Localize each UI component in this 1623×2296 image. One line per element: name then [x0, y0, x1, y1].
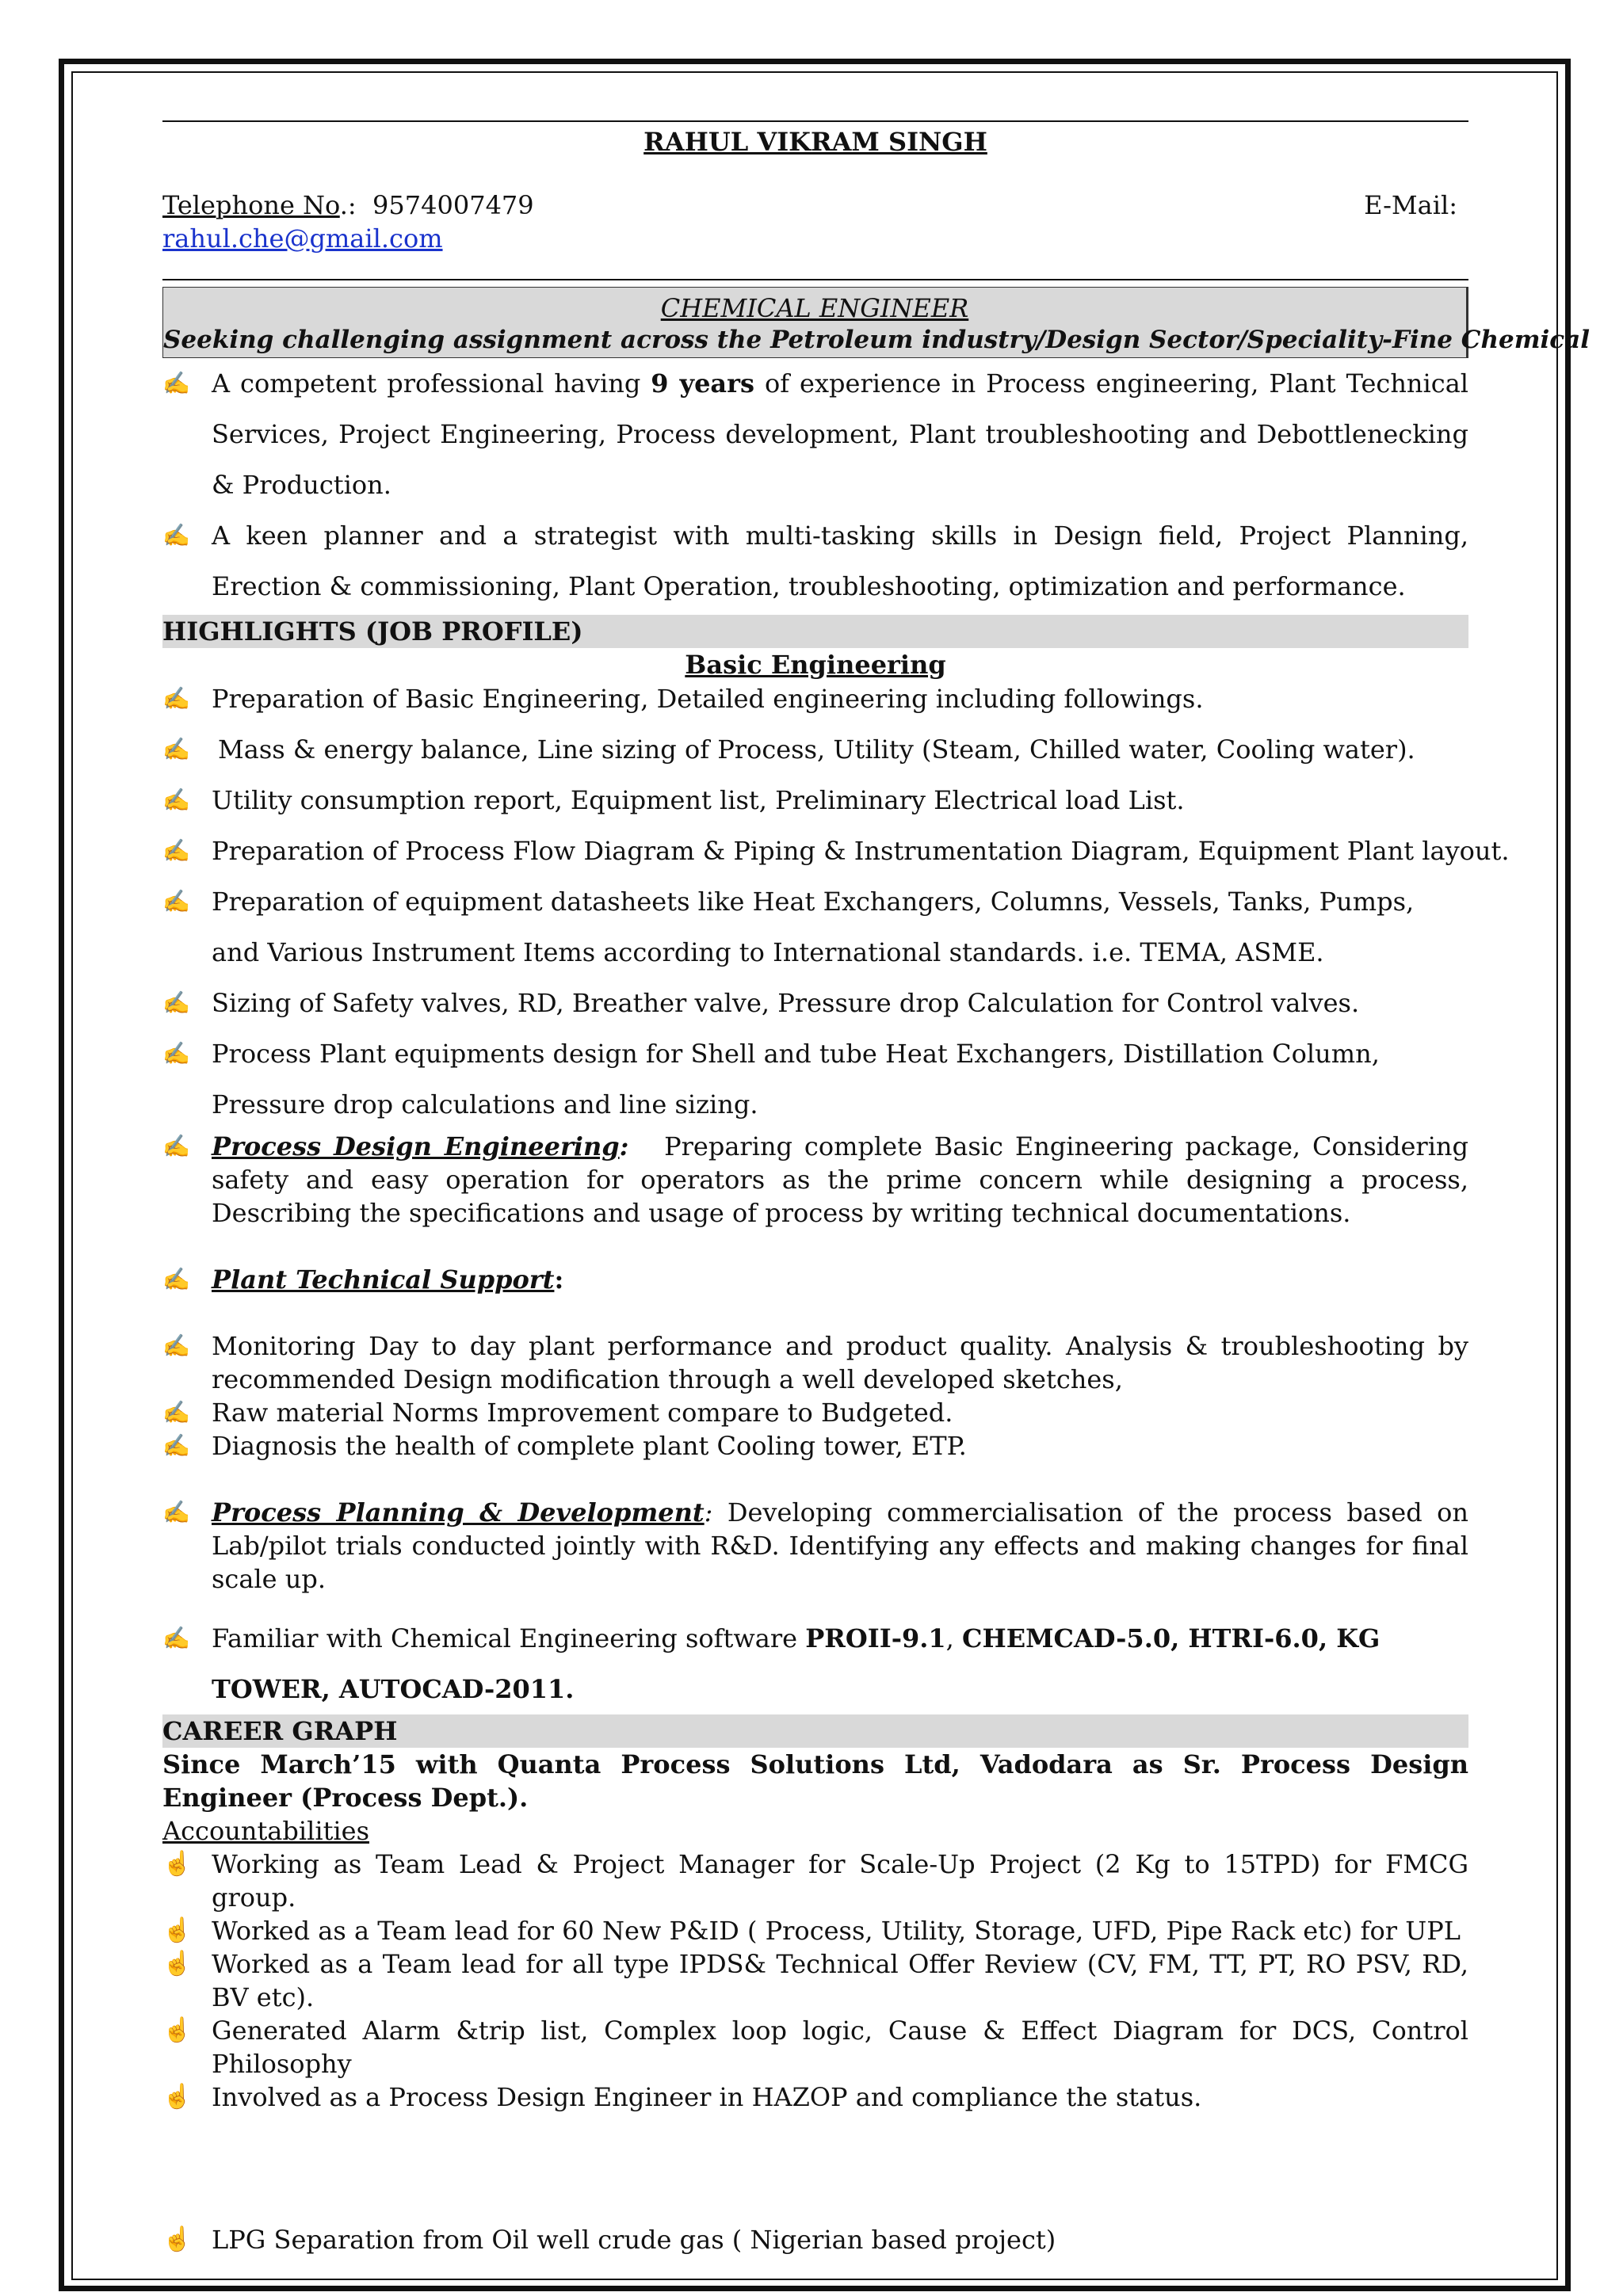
writing-hand-icon: ✍ — [162, 1040, 190, 1066]
accountability-item: ☝ Working as Team Lead & Project Manager for Scale-Up Project (2 Kg to 15TPD) for FMCG group. — [162, 1849, 1468, 1913]
last-accountability — [162, 2223, 1468, 2256]
pointing-hand-icon: ☝ — [162, 1950, 193, 1978]
writing-hand-icon: ✍ — [162, 1133, 190, 1159]
process-planning-text: Developing commercialisation of the process based on Lab/pilot trials conducted jointly with R&D. Identifying any effects and making changes for final scale up. — [212, 1497, 1469, 1594]
summary-text: of experience in Process engineering, Plant Technical Services, Project Engineering, Process development, Plant troubleshooting and Debottlenecking & Production. — [212, 368, 1469, 500]
accountability-item: ☝ LPG Separation from Oil well crude gas ( Nigerian based project) — [162, 2225, 1056, 2255]
process-design-label: Process Design Engineering — [212, 1131, 620, 1161]
candidate-name: RAHUL VIKRAM SINGH — [643, 127, 987, 157]
telephone-block — [162, 189, 534, 222]
objective: Seeking challenging assignment across the Petroleum industry/Design Sector/Speciality-Fine Chemical — [163, 326, 1591, 354]
summary-item — [162, 510, 1468, 612]
process-planning-label: Process Planning & Development — [212, 1497, 705, 1527]
pointing-hand-icon: ☝ — [162, 1850, 193, 1878]
accountability-item: ☝ Involved as a Process Design Engineer in HAZOP and compliance the status. — [162, 2082, 1202, 2112]
writing-hand-icon: ✍ — [162, 736, 190, 762]
list-item-process-design: ✍ Process Design Engineering: Preparing complete Basic Engineering package, Considering safety and easy operation for operators as the prime concern while designing a process, Describing the specifications and usage of process by writing technical documentations. — [162, 1131, 1469, 1228]
writing-hand-icon: ✍ — [162, 787, 190, 813]
writing-hand-icon: ✍ — [162, 1399, 190, 1425]
writing-hand-icon: ✍ — [162, 1333, 190, 1359]
list-item: ✍ Mass & energy balance, Line sizing of Process, Utility (Steam, Chilled water, Cooling water). — [162, 724, 1468, 775]
accountability-item: ☝ Worked as a Team lead for 60 New P&ID ( Process, Utility, Storage, UFD, Pipe Rack etc) for UPL — [162, 1916, 1461, 1946]
resume-content — [162, 120, 1591, 2114]
telephone-number: 9574007479 — [372, 190, 534, 220]
writing-hand-icon: ✍ — [162, 370, 190, 396]
list-item-process-planning: ✍ Process Planning & Development: Developing commercialisation of the process based on Lab/pilot trials conducted jointly with R&D. Identifying any effects and making changes for final scale up. — [162, 1497, 1469, 1594]
writing-hand-icon: ✍ — [162, 522, 190, 548]
list-item-plant-support: ✍ Plant Technical Support: — [162, 1264, 564, 1295]
writing-hand-icon: ✍ — [162, 1499, 190, 1525]
pointing-hand-icon: ☝ — [162, 2083, 193, 2111]
plant-support-label: Plant Technical Support — [212, 1264, 555, 1295]
list-item: ✍ Sizing of Safety valves, RD, Breather valve, Pressure drop Calculation for Control valves. — [162, 978, 1468, 1028]
list-item: ✍ Monitoring Day to day plant performance and product quality. Analysis & troubleshooting by recommended Design modification through a well developed sketches, — [162, 1331, 1468, 1394]
contact-rule — [162, 279, 1468, 280]
pointing-hand-icon: ☝ — [162, 2225, 193, 2253]
writing-hand-icon: ✍ — [162, 990, 190, 1016]
process-design-text: Preparing complete Basic Engineering package, Considering safety and easy operation for operators as the prime concern while designing a process, Describing the specifications and usage of process by writing technical documentations. — [212, 1131, 1469, 1228]
accountabilities-heading: Accountabilities — [162, 1816, 370, 1846]
list-item: ✍ Utility consumption report, Equipment list, Preliminary Electrical load List. — [162, 775, 1468, 826]
email-label: E-Mail: — [1364, 190, 1457, 220]
accountability-item: ☝ Generated Alarm &trip list, Complex loop logic, Cause & Effect Diagram for DCS, Control Philosophy — [162, 2016, 1468, 2079]
list-item: ✍ Preparation of Process Flow Diagram & Piping & Instrumentation Diagram, Equipment Plant layout. — [162, 826, 1468, 876]
email-link[interactable]: rahul.che@gmail.com — [162, 223, 443, 254]
career-since: Since March’15 with Quanta Process Solutions Ltd, Vadodara as Sr. Process Design Engineer (Process Dept.). — [162, 1749, 1468, 1813]
writing-hand-icon: ✍ — [162, 685, 190, 711]
writing-hand-icon: ✍ — [162, 837, 190, 864]
list-item: ✍ Raw material Norms Improvement compare to Budgeted. — [162, 1398, 953, 1428]
contact-row — [162, 189, 1468, 222]
writing-hand-icon: ✍ — [162, 1432, 190, 1459]
pointing-hand-icon: ☝ — [162, 2016, 193, 2044]
top-rule — [162, 120, 1468, 122]
summary-bold: 9 years — [651, 368, 755, 399]
list-item: ✍ Preparation of Basic Engineering, Detailed engineering including followings. — [162, 673, 1468, 724]
list-item: ✍ Preparation of equipment datasheets like Heat Exchangers, Columns, Vessels, Tanks, Pumps, and Various Instrument Items according to International standards. i.e. TEMA, ASME. — [162, 876, 1468, 978]
writing-hand-icon: ✍ — [162, 1625, 190, 1651]
writing-hand-icon: ✍ — [162, 1266, 190, 1292]
pointing-hand-icon: ☝ — [162, 1917, 193, 1944]
accountability-item: ☝ Worked as a Team lead for all type IPDS& Technical Offer Review (CV, FM, TT, PT, RO PSV, RD, BV etc). — [162, 1949, 1468, 2012]
list-item: ✍ Diagnosis the health of complete plant Cooling tower, ETP. — [162, 1431, 967, 1461]
list-item-software: ✍ Familiar with Chemical Engineering software PROII-9.1, CHEMCAD-5.0, HTRI-6.0, KG TOWER, AUTOCAD-2011. — [162, 1613, 1468, 1714]
subheading-basic-engineering: Basic Engineering — [685, 650, 946, 680]
telephone-label: Telephone No — [162, 190, 340, 220]
role-title: CHEMICAL ENGINEER — [660, 293, 969, 323]
section-highlights: HIGHLIGHTS (JOB PROFILE) — [162, 615, 1468, 648]
summary-text: A competent professional having — [212, 368, 651, 399]
title-box — [162, 287, 1591, 358]
telephone-sep: .: — [339, 190, 357, 220]
writing-hand-icon: ✍ — [162, 888, 190, 914]
section-career-graph: CAREER GRAPH — [162, 1714, 1468, 1748]
list-item: ✍ Process Plant equipments design for Shell and tube Heat Exchangers, Distillation Column, Pressure drop calculations and line sizing. — [162, 1028, 1468, 1130]
summary-text: A keen planner and a strategist with multi-tasking skills in Design field, Project Planning, Erection & commissioning, Plant Operation, troubleshooting, optimization and performance. — [212, 521, 1468, 601]
summary-item — [162, 358, 1468, 510]
